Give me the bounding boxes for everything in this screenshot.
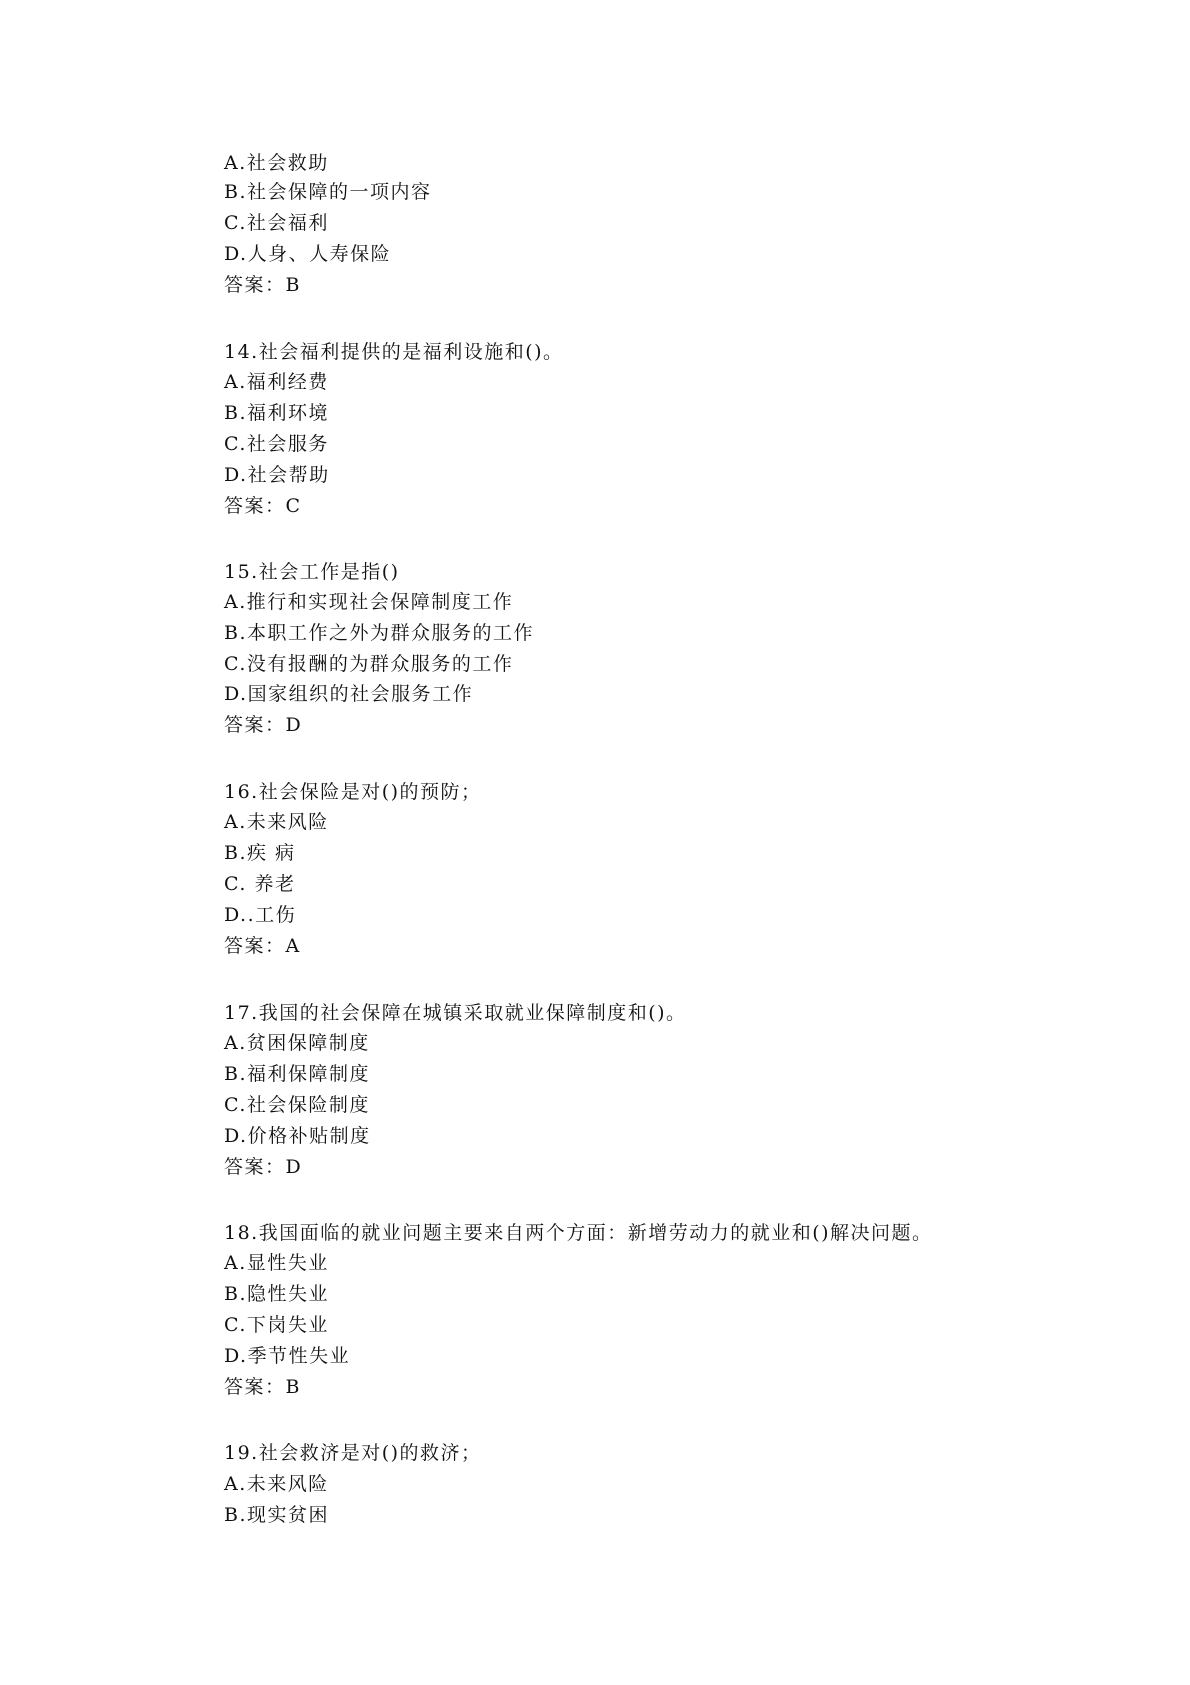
option-line: C. 养老: [224, 873, 296, 895]
option-line: A.显性失业: [224, 1252, 329, 1274]
option-line: D.人身、人寿保险: [224, 243, 392, 265]
answer-line: 答案：D: [224, 714, 303, 736]
option-line: D.季节性失业: [224, 1345, 351, 1367]
option-line: C.社会保险制度: [224, 1094, 370, 1116]
answer-line: 答案：B: [224, 1376, 301, 1398]
option-line: D.价格补贴制度: [224, 1125, 371, 1147]
answer-line: 答案：B: [224, 274, 301, 296]
option-line: D.国家组织的社会服务工作: [224, 683, 474, 705]
question-17: 17.我国的社会保障在城镇采取就业保障制度和()。: [224, 1002, 687, 1024]
option-line: A.社会救助: [224, 152, 329, 174]
option-line: C.社会福利: [224, 212, 329, 234]
option-line: B.隐性失业: [224, 1283, 330, 1305]
option-line: B.现实贫困: [224, 1504, 330, 1526]
option-line: A.未来风险: [224, 1473, 329, 1495]
option-line: B.疾 病: [224, 842, 296, 864]
option-line: B.福利保障制度: [224, 1063, 371, 1085]
question-19: 19.社会救济是对()的救济；: [224, 1442, 482, 1464]
answer-line: 答案：A: [224, 935, 301, 957]
option-line: D..工伤: [224, 904, 297, 926]
question-16: 16.社会保险是对()的预防；: [224, 781, 482, 803]
option-line: C.下岗失业: [224, 1314, 329, 1336]
question-15: 15.社会工作是指(): [224, 561, 400, 583]
option-line: B.社会保障的一项内容: [224, 181, 432, 203]
question-18: 18.我国面临的就业问题主要来自两个方面：新增劳动力的就业和()解决问题。: [224, 1222, 933, 1244]
option-line: C.没有报酬的为群众服务的工作: [224, 653, 514, 675]
option-line: A.未来风险: [224, 811, 329, 833]
option-line: A.福利经费: [224, 371, 329, 393]
option-line: A.推行和实现社会保障制度工作: [224, 591, 514, 613]
answer-line: 答案：C: [224, 495, 302, 517]
option-line: A.贫困保障制度: [224, 1032, 370, 1054]
option-line: D.社会帮助: [224, 464, 330, 486]
option-line: C.社会服务: [224, 433, 329, 455]
answer-line: 答案：D: [224, 1156, 303, 1178]
option-line: B.福利环境: [224, 402, 330, 424]
question-14: 14.社会福利提供的是福利设施和()。: [224, 341, 564, 363]
option-line: B.本职工作之外为群众服务的工作: [224, 622, 535, 644]
